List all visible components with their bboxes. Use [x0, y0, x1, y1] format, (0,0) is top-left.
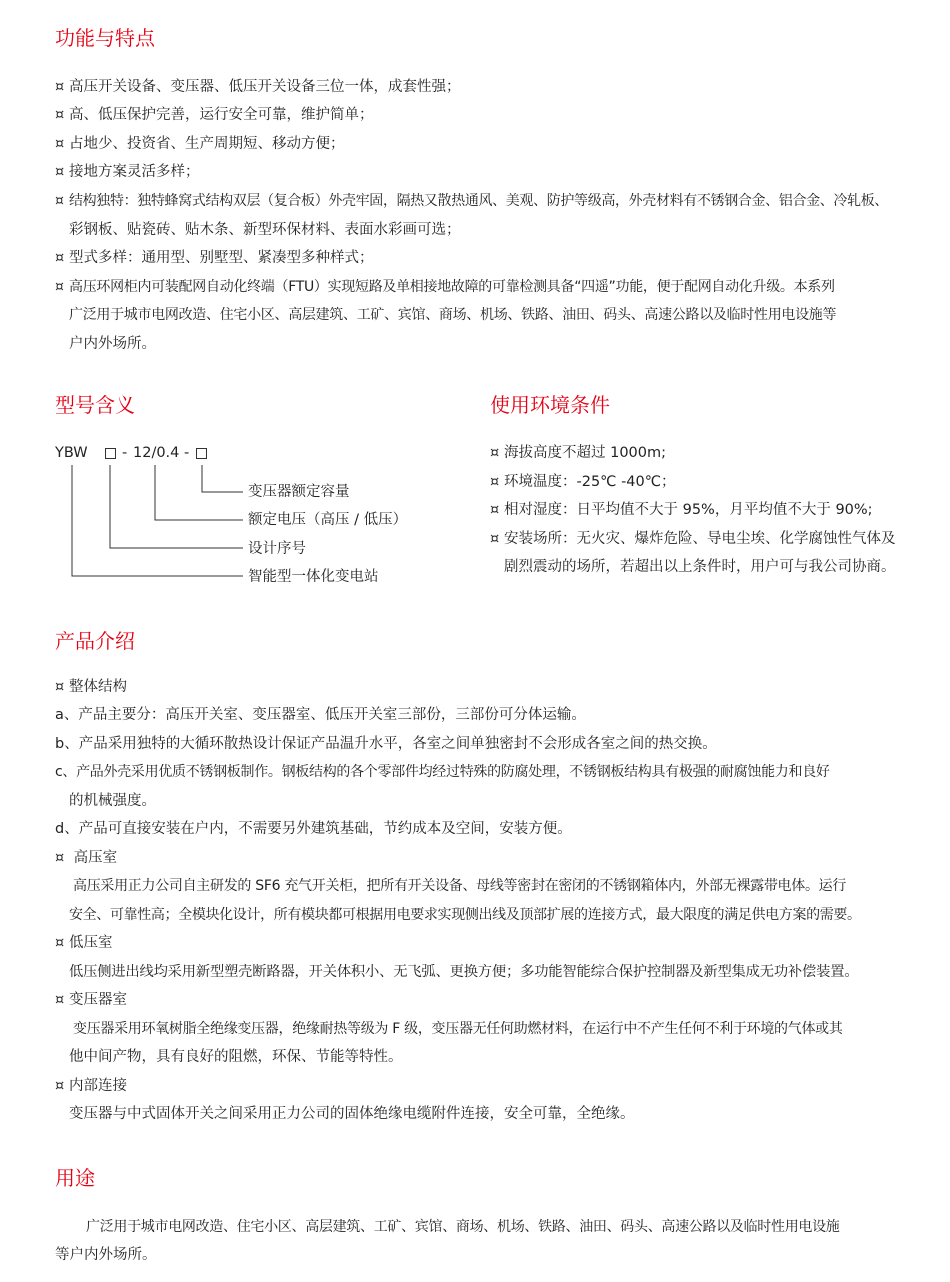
product-subheading: ¤ 内部连接 — [55, 1078, 127, 1094]
feature-item: ¤ 占地少、投资省、生产周期短、移动方便； — [55, 136, 345, 152]
env-item: ¤ 海拔高度不超过 1000m; — [490, 445, 667, 461]
product-line: c、产品外壳采用优质不锈钢板制作。钢板结构的各个零部件均经过特殊的防腐处理，不锈钢板结构具有极强的耐腐蚀能力和良好 — [55, 764, 830, 780]
tr-line: 变压器采用环氧树脂全绝缘变压器，绝缘耐热等级为 F 级，变压器无任何助燃材料，在运行中不产生任何不利于环境的气体或其 — [73, 1021, 843, 1037]
model-label-voltage: 额定电压（高压 / 低压） — [248, 512, 408, 528]
bullet-icon: ¤ — [55, 250, 65, 266]
model-prefix: YBW — [55, 445, 88, 461]
model-voltage: 12/0.4 — [133, 445, 180, 461]
bracket-capacity — [202, 465, 243, 492]
bullet-icon: ¤ — [490, 531, 500, 547]
feature-item-cont: 彩钢板、贴瓷砖、贴木条、新型环保材料、表面水彩画可选； — [69, 222, 461, 238]
section-title-model: 型号含义 — [55, 393, 135, 417]
bullet-icon: ¤ — [55, 679, 65, 695]
bullet-icon: ¤ — [55, 992, 65, 1008]
ic-line: 变压器与中式固体开关之间采用正力公司的固体绝缘电缆附件连接，安全可靠，全绝缘。 — [69, 1106, 635, 1122]
lv-line: 低压侧进出线均采用新型塑壳断路器，开关体积小、无飞弧、更换方便；多功能智能综合保护控制器及新型集成无功补偿装置。 — [69, 964, 859, 980]
feature-item: ¤ 接地方案灵活多样； — [55, 164, 200, 180]
product-line: a、产品主要分：高压开关室、变压器室、低压开关室三部份，三部份可分体运输。 — [55, 707, 586, 723]
section-title-features: 功能与特点 — [55, 26, 155, 50]
env-item-cont: 剧烈震动的场所，若超出以上条件时，用户可与我公司协商。 — [504, 559, 896, 575]
hv-line: 高压采用正力公司自主研发的 SF6 充气开关柜，把所有开关设备、母线等密封在密闭的不锈钢箱体内，外部无裸露带电体。运行 — [73, 878, 847, 894]
model-label-type: 智能型一体化变电站 — [248, 569, 379, 585]
bullet-icon: ¤ — [55, 193, 64, 209]
bullet-icon: ¤ — [490, 502, 500, 518]
bullet-icon: ¤ — [55, 279, 64, 295]
product-line: b、产品采用独特的大循环散热设计保证产品温升水平，各室之间单独密封不会形成各室之间的热交换。 — [55, 736, 717, 752]
feature-item: ¤ 型式多样：通用型、别墅型、紧凑型多种样式； — [55, 250, 374, 266]
bullet-icon: ¤ — [55, 850, 65, 866]
env-item: ¤ 环境温度：-25℃ -40℃； — [490, 474, 676, 490]
bullet-icon: ¤ — [490, 474, 500, 490]
bullet-icon: ¤ — [490, 445, 500, 461]
usage-line: 广泛用于城市电网改造、住宅小区、高层建筑、工矿、宾馆、商场、机场、铁路、油田、码头、高速公路以及临时性用电设施 — [86, 1219, 840, 1235]
model-sep: - — [184, 445, 190, 461]
model-label-capacity: 变压器额定容量 — [248, 484, 350, 500]
product-subheading: ¤ 低压室 — [55, 935, 113, 951]
product-line-cont: 的机械强度。 — [69, 793, 156, 809]
model-sep: - — [122, 445, 128, 461]
product-line: d、产品可直接安装在户内，不需要另外建筑基础，节约成本及空间，安装方便。 — [55, 821, 572, 837]
hv-line: 安全、可靠性高；全模块化设计，所有模块都可根据用电要求实现侧出线及顶部扩展的连接方式，最大限度的满足供电方案的需要。 — [69, 907, 861, 923]
bullet-icon: ¤ — [55, 164, 65, 180]
feature-item: ¤ 高压环网柜内可装配网自动化终端（FTU）实现短路及单相接地故障的可靠检测具备“四遥”功能，便于配网自动化升级。本系列 — [55, 279, 835, 295]
bullet-icon: ¤ — [55, 136, 65, 152]
feature-item: ¤ 高压开关设备、变压器、低压开关设备三位一体，成套性强； — [55, 79, 461, 95]
feature-item-cont: 广泛用于城市电网改造、住宅小区、高层建筑、工矿、宾馆、商场、机场、铁路、油田、码头、高速公路以及临时性用电设施等 — [69, 307, 837, 323]
feature-item: ¤ 结构独特：独特蜂窝式结构双层（复合板）外壳牢固，隔热又散热通风、美观、防护等级高，外壳材料有不锈钢合金、铝合金、冷轧板、 — [55, 193, 888, 209]
bullet-icon: ¤ — [55, 1078, 65, 1094]
bullet-icon: ¤ — [55, 107, 65, 123]
tr-line: 他中间产物，具有良好的阻燃，环保、节能等特性。 — [69, 1049, 403, 1065]
env-item: ¤ 安装场所：无火灾、爆炸危险、导电尘埃、化学腐蚀性气体及 — [490, 531, 896, 547]
usage-line: 等户内外场所。 — [55, 1247, 157, 1263]
product-subheading: ¤ 整体结构 — [55, 679, 127, 695]
bracket-design — [110, 465, 243, 548]
product-subheading: ¤ 高压室 — [55, 850, 118, 866]
section-title-environment: 使用环境条件 — [490, 393, 610, 417]
env-item: ¤ 相对湿度：日平均值不大于 95%，月平均值不大于 90%; — [490, 502, 873, 518]
section-title-usage: 用途 — [55, 1166, 95, 1190]
feature-item-cont: 户内外场所。 — [69, 336, 156, 352]
feature-item: ¤ 高、低压保护完善，运行安全可靠，维护简单； — [55, 107, 374, 123]
product-subheading: ¤ 变压器室 — [55, 992, 127, 1008]
bullet-icon: ¤ — [55, 935, 65, 951]
bullet-icon: ¤ — [55, 79, 65, 95]
section-title-product: 产品介绍 — [55, 629, 135, 653]
model-label-design: 设计序号 — [248, 541, 306, 557]
